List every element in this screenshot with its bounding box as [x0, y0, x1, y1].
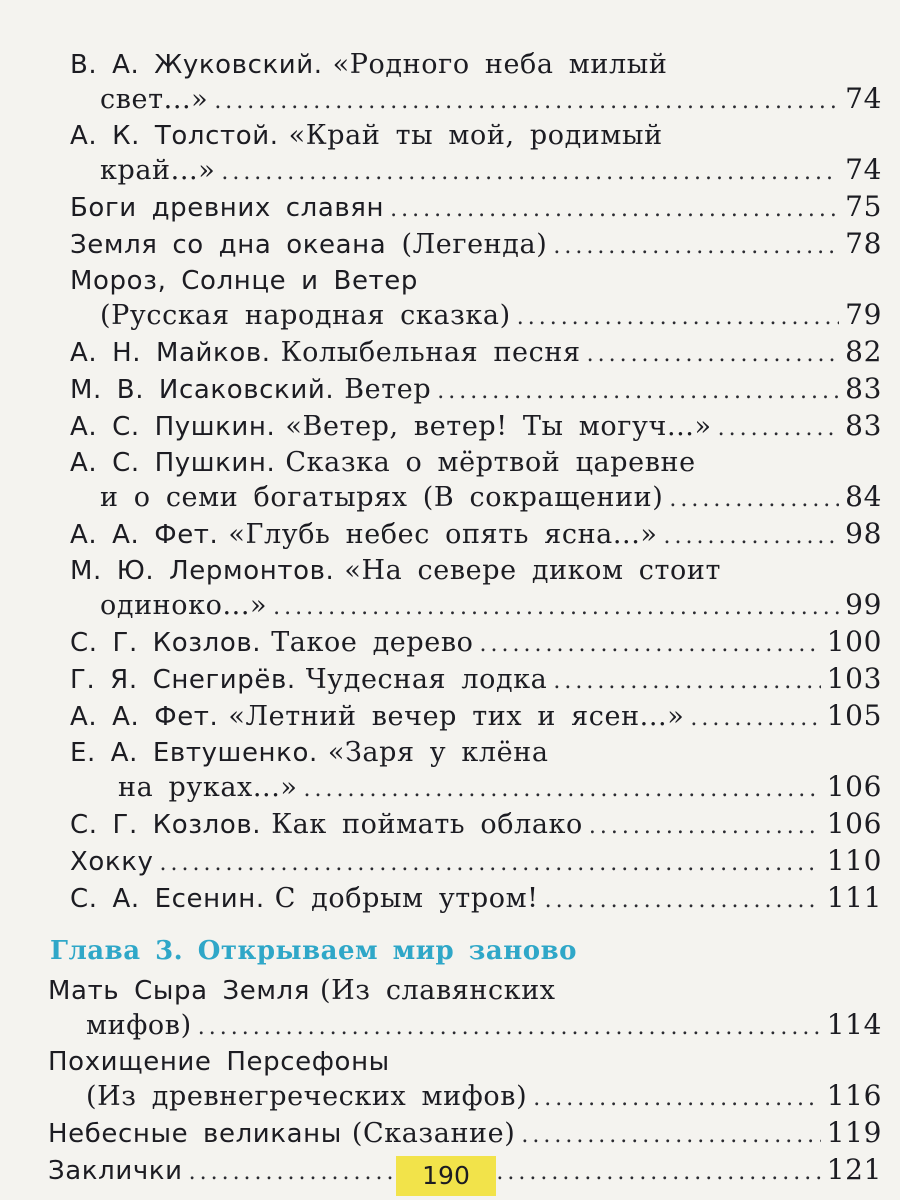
leader-dots [521, 1119, 820, 1153]
entry-author: Е. А. Евтушенко. [70, 738, 318, 768]
leader-dots [587, 338, 840, 372]
entry-subtitle: (Из древнегреческих мифов) [86, 1081, 528, 1112]
page-ref: 106 [826, 807, 882, 840]
leader-dots [718, 412, 840, 446]
page-ref: 98 [845, 517, 882, 550]
entry-subtitle: (Из славянских [320, 975, 556, 1006]
page-ref: 121 [826, 1153, 882, 1186]
entry-title: Небесные великаны [48, 1119, 342, 1149]
page-ref: 74 [845, 153, 882, 186]
leader-dots [304, 773, 821, 807]
toc-entry [0, 625, 900, 662]
leader-dots [545, 884, 821, 918]
toc-entry [0, 409, 900, 446]
entry-title: Хокку [70, 847, 154, 877]
toc-entry [0, 736, 900, 807]
leader-dots [198, 1011, 821, 1045]
entry-title-continued: край...» [100, 155, 216, 186]
entry-author: А. К. Толстой. [70, 121, 279, 151]
entry-author: С. Г. Козлов. [70, 810, 262, 840]
leader-dots [553, 230, 839, 264]
page-ref: 78 [845, 227, 882, 260]
entry-title: Земля со дна океана [70, 230, 387, 260]
entry-title: Мороз, Солнце и Ветер [70, 266, 418, 296]
toc-entry [0, 119, 900, 190]
leader-dots [214, 85, 839, 119]
entry-author: А. С. Пушкин. [70, 448, 276, 478]
entry-author: С. Г. Козлов. [70, 628, 262, 658]
toc-entry [0, 264, 900, 335]
entry-title: С добрым утром! [274, 883, 539, 914]
toc-entry [0, 227, 900, 264]
toc-entry [0, 881, 900, 918]
page-number-badge: 190 [396, 1156, 496, 1196]
toc-entry [0, 699, 900, 736]
toc-entry [0, 844, 900, 881]
page-ref: 106 [826, 770, 882, 803]
entry-title: «Ветер, ветер! Ты могуч...» [285, 411, 712, 442]
leader-dots [589, 810, 821, 844]
entry-title-continued: одиноко...» [100, 590, 268, 621]
entry-author: А. А. Фет. [70, 520, 219, 550]
entry-title: Ветер [344, 374, 432, 405]
entry-title: «Родного неба милый [332, 49, 668, 80]
leader-dots [669, 483, 839, 517]
toc-entry [0, 974, 900, 1045]
leader-dots [160, 847, 821, 881]
leader-dots [390, 193, 839, 227]
leader-dots [189, 1156, 821, 1190]
entry-title: «Край ты мой, родимый [288, 120, 663, 151]
entry-author: А. С. Пушкин. [70, 412, 276, 442]
entry-subtitle: (Русская народная сказка) [100, 300, 511, 331]
chapter-heading: Глава 3. Открываем мир заново [50, 936, 577, 966]
entry-author: С. А. Есенин. [70, 884, 265, 914]
entry-author: М. В. Исаковский. [70, 375, 335, 405]
entry-title: «Глубь небес опять ясна...» [228, 519, 658, 550]
leader-dots [690, 702, 820, 736]
toc-entry [0, 554, 900, 625]
entry-title: Сказка о мёртвой царевне [285, 447, 696, 478]
leader-dots [480, 628, 821, 662]
page-ref: 116 [826, 1079, 882, 1112]
page-ref: 105 [826, 699, 882, 732]
entry-author: М. Ю. Лермонтов. [70, 556, 335, 586]
page-ref: 100 [826, 625, 882, 658]
page-ref: 99 [845, 588, 882, 621]
toc-entry [0, 517, 900, 554]
entry-title: Чудесная лодка [305, 664, 548, 695]
entry-title: Боги древних славян [70, 193, 385, 223]
leader-dots [437, 375, 839, 409]
toc-entry [0, 190, 900, 227]
leader-dots [517, 301, 839, 335]
entry-title: «На севере диком стоит [344, 555, 722, 586]
leader-dots [533, 1082, 821, 1116]
toc-entry [0, 1045, 900, 1116]
entry-subtitle: (Сказание) [351, 1118, 516, 1149]
entry-title-continued: и о семи богатырях (В сокращении) [100, 482, 664, 513]
entry-author: А. Н. Майков. [70, 338, 271, 368]
toc-entry [0, 807, 900, 844]
page-ref: 75 [845, 190, 882, 223]
entry-title: Как поймать облако [271, 809, 583, 840]
page-ref: 114 [826, 1008, 882, 1041]
page-ref: 83 [845, 372, 882, 405]
leader-dots [553, 665, 820, 699]
toc-entry [0, 335, 900, 372]
toc-entry [0, 48, 900, 119]
page-ref: 110 [826, 844, 882, 877]
toc-entry [0, 1116, 900, 1153]
toc-entry [0, 372, 900, 409]
entry-author: А. А. Фет. [70, 702, 219, 732]
entry-title: «Заря у клёна [327, 737, 549, 768]
entry-title: Похищение Персефоны [48, 1047, 390, 1077]
page-ref: 103 [826, 662, 882, 695]
entry-title: Колыбельная песня [280, 337, 581, 368]
toc-entry [0, 662, 900, 699]
entry-title: Заклички [48, 1156, 183, 1186]
page-ref: 79 [845, 298, 882, 331]
entry-subtitle: (Легенда) [401, 229, 548, 260]
toc-entry [0, 446, 900, 517]
entry-subtitle-continued: мифов) [86, 1010, 192, 1041]
entry-title-continued: свет...» [100, 84, 209, 115]
entry-title: Такое дерево [271, 627, 474, 658]
page-ref: 84 [845, 480, 882, 513]
leader-dots [273, 591, 839, 625]
entry-author: Г. Я. Снегирёв. [70, 665, 296, 695]
table-of-contents [0, 48, 900, 1190]
entry-author: В. А. Жуковский. [70, 50, 323, 80]
entry-title: Мать Сыра Земля [48, 976, 311, 1006]
entry-title: «Летний вечер тих и ясен...» [228, 701, 685, 732]
leader-dots [221, 156, 839, 190]
page-ref: 111 [826, 881, 882, 914]
page-ref: 119 [826, 1116, 882, 1149]
page-ref: 83 [845, 409, 882, 442]
page-ref: 74 [845, 82, 882, 115]
page-ref: 82 [845, 335, 882, 368]
entry-title-continued: на руках...» [118, 772, 298, 803]
leader-dots [664, 520, 840, 554]
